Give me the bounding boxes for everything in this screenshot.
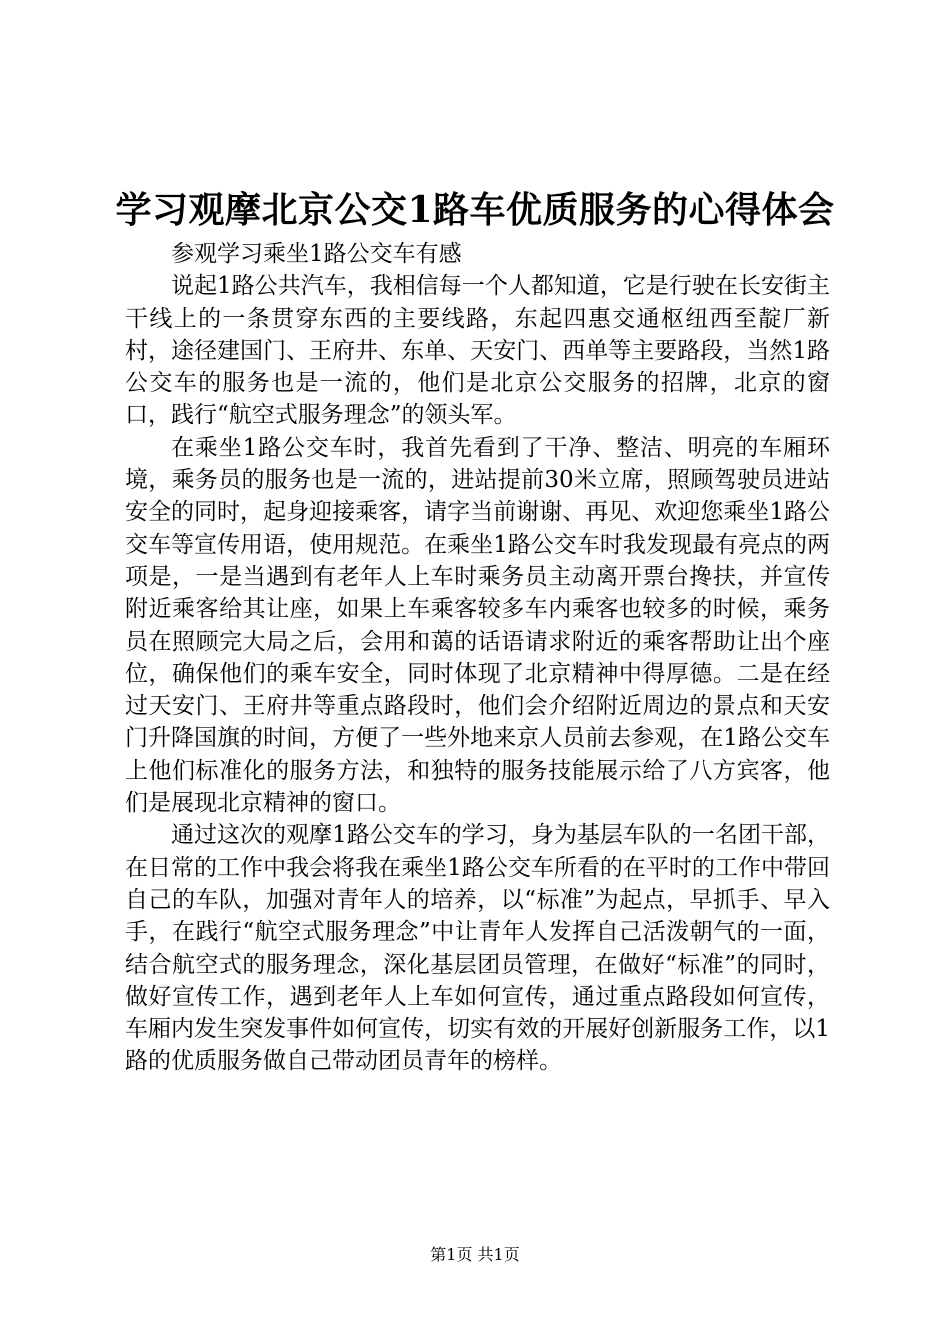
paragraph-3: 通过这次的观摩1路公交车的学习，身为基层车队的一名团干部，在日常的工作中我会将我在乘坐1路公交车所看的在平时的工作中带回自己的车队，加强对青年人的培养，以“标准”为起点，早抓手、早入手，在践行“航空式服务理念”中让青年人发挥自己活泼朝气的一面，结合航空式的服务理念，深化基层团员管理，在做好“标准”的同时，做好宣传工作，遇到老年人上车如何宣传，通过重点路段如何宣传，车厢内发生突发事件如何宣传，切实有效的开展好创新服务工作，以1路的优质服务做自己带动团员青年的榜样。 [125,822,830,1075]
document-title: 学习观摩北京公交1路车优质服务的心得体会 [115,189,835,231]
page-footer: 第1页 共1页 [430,1245,520,1264]
paragraph-2: 在乘坐1路公交车时，我首先看到了干净、整洁、明亮的车厢环境，乘务员的服务也是一流的，进站提前30米立席，照顾驾驶员进站安全的同时，起身迎接乘客，请字当前谢谢、再见、欢迎您乘坐1路公交车等宣传用语，使用规范。在乘坐1路公交车时我发现最有亮点的两项是，一是当遇到有老年人上车时乘务员主动离开票台搀扶，并宣传附近乘客给其让座，如果上车乘客较多车内乘客也较多的时候，乘务员在照顾完大局之后，会用和蔼的话语请求附近的乘客帮助让出个座位，确保他们的乘车安全，同时体现了北京精神中得厚德。二是在经过天安门、王府井等重点路段时，他们会介绍附近周边的景点和天安门升降国旗的时间，方便了一些外地来京人员前去参观，在1路公交车上他们标准化的服务方法，和独特的服务技能展示给了八方宾客，他们是展现北京精神的窗口。 [125,434,830,817]
document-subtitle: 参观学习乘坐1路公交车有感 [171,241,462,267]
paragraph-1: 说起1路公共汽车，我相信每一个人都知道，它是行驶在长安街主干线上的一条贯穿东西的主要线路，东起四惠交通枢纽西至靛厂新村，途径建国门、王府井、东单、天安门、西单等主要路段，当然1路公交车的服务也是一流的，他们是北京公交服务的招牌，北京的窗口，践行“航空式服务理念”的领头军。 [125,273,830,429]
document-body [125,238,830,1078]
